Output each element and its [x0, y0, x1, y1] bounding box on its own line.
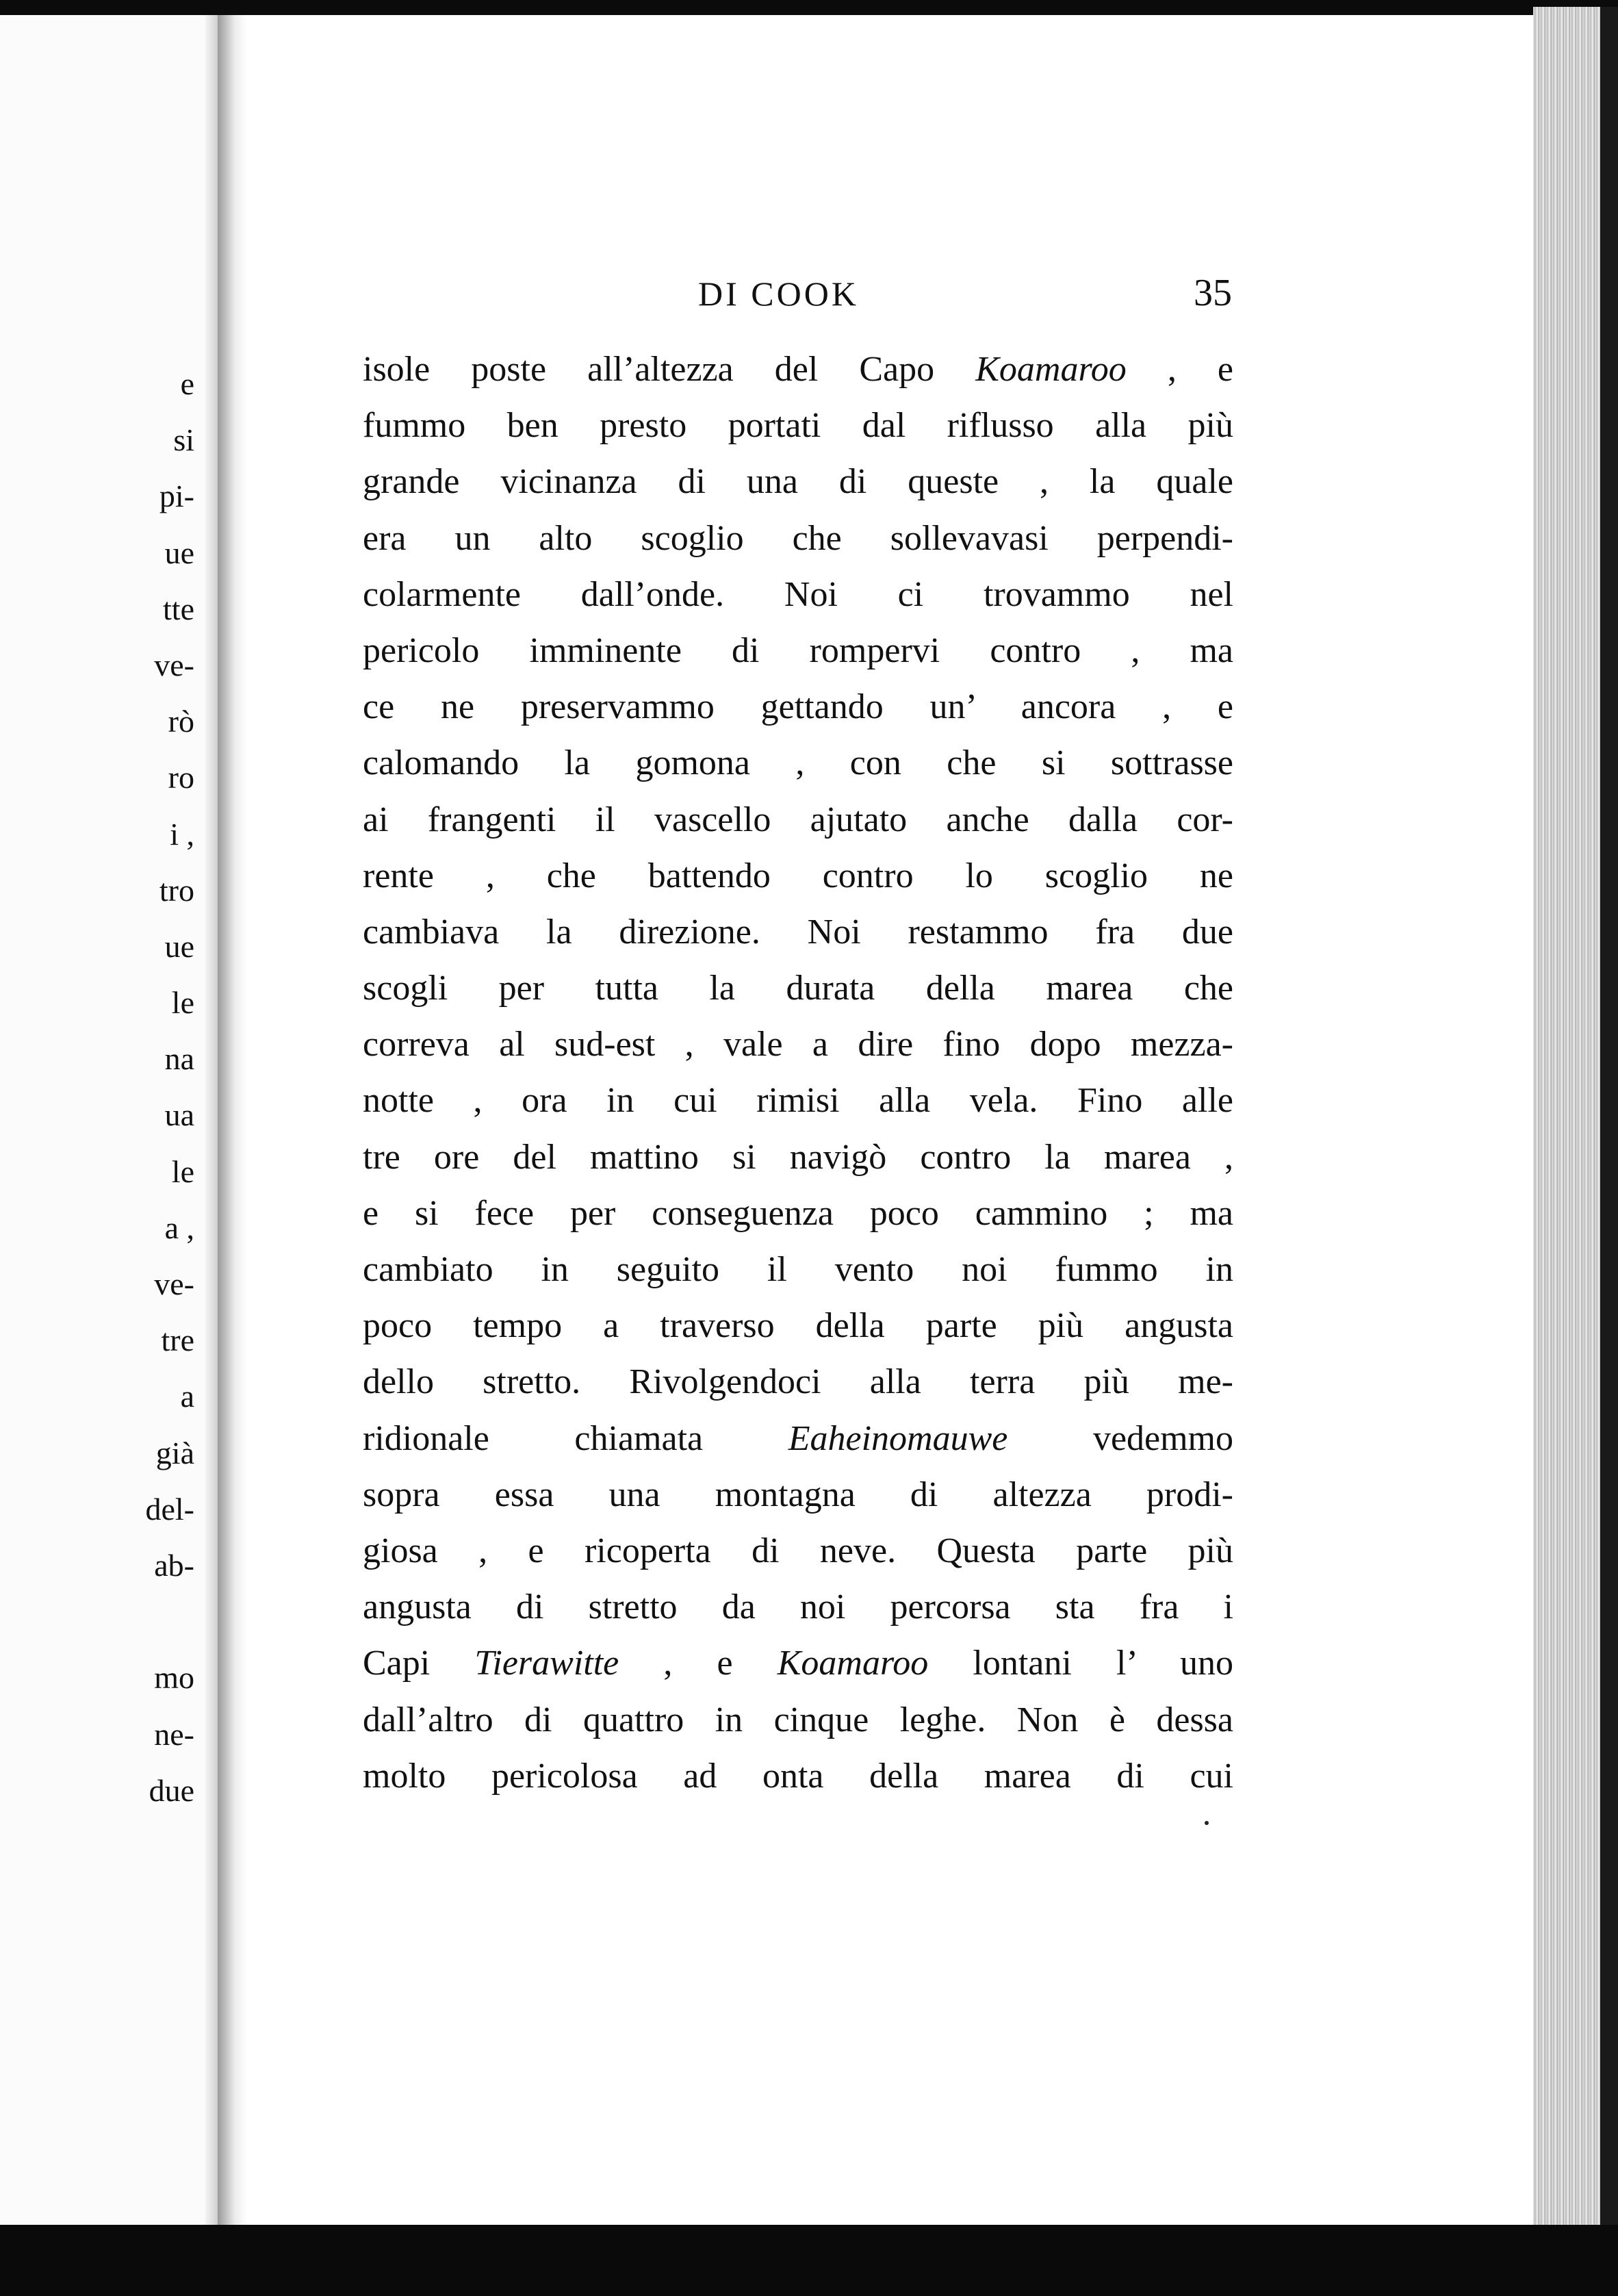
text-line	[363, 1635, 1233, 1692]
page-edges	[1533, 7, 1618, 2240]
left-line-fragment	[10, 1594, 194, 1650]
text-segment: dello stretto. Rivolgendoci alla terra più me-	[363, 1362, 1233, 1402]
text-segment: , e	[1126, 350, 1233, 389]
text-segment: vedemmo	[1007, 1418, 1233, 1458]
text-segment: sopra essa una montagna di altezza prodi-	[363, 1475, 1233, 1514]
left-line-fragment: a	[180, 1379, 194, 1414]
text-segment: e si fece per conseguenza poco cammino ; ma	[363, 1193, 1233, 1233]
text-line	[363, 1411, 1233, 1467]
text-segment: ai frangenti il vascello ajutato anche dalla cor-	[363, 800, 1233, 839]
running-head	[363, 274, 1232, 329]
text-line	[363, 848, 1233, 904]
text-segment: ce ne preservammo gettando un’ ancora , e	[363, 687, 1233, 727]
text-segment: cambiato in seguito il vento noi fummo in	[363, 1250, 1233, 1289]
text-line	[363, 398, 1233, 454]
italic-name: Eaheinomauwe	[788, 1418, 1008, 1458]
text-segment: giosa , e ricoperta di neve. Questa parte più	[363, 1531, 1233, 1570]
left-line-fragment: tte	[163, 591, 194, 626]
text-segment: notte , ora in cui rimisi alla vela. Fino alle	[363, 1081, 1233, 1121]
left-line-fragment: ab-	[154, 1547, 194, 1583]
text-line	[363, 1692, 1233, 1748]
text-segment: , e	[619, 1644, 778, 1683]
text-segment: colarmente dall’onde. Noi ci trovammo nel	[363, 574, 1233, 614]
text-segment: tre ore del mattino si navigò contro la marea ,	[363, 1137, 1233, 1177]
book-gutter	[218, 15, 246, 2240]
left-line-fragment: ve-	[154, 647, 194, 683]
left-line-fragment: si	[173, 422, 194, 458]
text-segment: rente , che battendo contro lo scoglio ne	[363, 856, 1233, 895]
text-segment: fummo ben presto portati dal riflusso alla più	[363, 406, 1233, 446]
left-line-fragment: già	[155, 1435, 194, 1470]
left-line-fragment: e	[180, 366, 194, 401]
left-line-fragment: pi-	[159, 479, 194, 514]
text-line	[363, 735, 1233, 791]
text-segment: grande vicinanza di una di queste , la quale	[363, 462, 1233, 502]
text-segment: poco tempo a traverso della parte più angusta	[363, 1306, 1233, 1346]
text-segment: scogli per tutta la durata della marea che	[363, 969, 1233, 1008]
text-line	[363, 1523, 1233, 1579]
left-line-fragment: tre	[161, 1323, 194, 1358]
text-segment: correva al sud-est , vale a dire fino dopo mezza-	[363, 1025, 1233, 1064]
left-line-fragment: le	[171, 985, 194, 1021]
left-line-fragment: ua	[164, 1097, 194, 1133]
text-line	[363, 1073, 1233, 1129]
scan-bottom-border	[0, 2225, 1618, 2296]
italic-name: Koamaroo	[975, 350, 1127, 389]
left-line-fragment: due	[149, 1772, 194, 1808]
left-page-line-ends	[10, 356, 194, 1819]
text-segment: molto pericolosa ad onta della marea di cui	[363, 1756, 1233, 1796]
text-line	[363, 511, 1233, 567]
text-segment: angusta di stretto da noi percorsa sta fra i	[363, 1587, 1233, 1627]
text-line	[363, 904, 1233, 960]
text-segment: dall’altro di quattro in cinque leghe. Non è dessa	[363, 1700, 1233, 1739]
italic-name: Tierawitte	[474, 1644, 619, 1683]
left-line-fragment: tro	[159, 872, 194, 908]
text-line	[363, 623, 1233, 679]
text-line	[363, 792, 1233, 848]
left-page-gutter-shade	[205, 15, 218, 2240]
running-head-title: DI COOK	[698, 275, 859, 313]
cover-edge	[1600, 7, 1618, 2240]
text-line	[363, 1298, 1233, 1354]
text-line	[363, 1186, 1233, 1242]
left-facing-page	[0, 15, 222, 2240]
text-line	[363, 567, 1233, 623]
text-line	[363, 1017, 1233, 1073]
left-line-fragment: ve-	[154, 1266, 194, 1301]
left-line-fragment: del-	[145, 1491, 194, 1527]
text-line	[363, 454, 1233, 510]
text-segment: pericolo imminente di rompervi contro , ma	[363, 630, 1233, 670]
body-text	[363, 342, 1233, 1804]
text-line	[363, 1467, 1233, 1523]
text-segment: cambiava la direzione. Noi restammo fra due	[363, 912, 1233, 952]
text-line	[363, 960, 1233, 1017]
left-line-fragment: a ,	[164, 1210, 194, 1245]
text-segment: calomando la gomona , con che si sottrasse	[363, 743, 1233, 783]
text-segment: lontani l’ uno	[928, 1644, 1233, 1683]
text-line	[363, 1354, 1233, 1410]
left-line-fragment: mo	[154, 1660, 194, 1696]
text-segment: ridionale chiamata	[363, 1418, 788, 1458]
dust-speck	[1205, 1821, 1209, 1825]
text-line	[363, 342, 1233, 398]
text-line	[363, 1130, 1233, 1186]
left-line-fragment: ro	[168, 760, 194, 795]
text-line	[363, 1579, 1233, 1635]
text-line	[363, 1748, 1233, 1804]
italic-name: Koamaroo	[777, 1644, 929, 1683]
left-line-fragment: i ,	[170, 816, 194, 852]
left-line-fragment: ne-	[154, 1716, 194, 1752]
text-segment: isole poste all’altezza del Capo	[363, 350, 976, 389]
left-line-fragment: ue	[164, 928, 194, 964]
page-number: 35	[1194, 272, 1232, 314]
text-segment: Capi	[363, 1644, 475, 1683]
text-segment: era un alto scoglio che sollevavasi perpendi-	[363, 518, 1233, 558]
left-line-fragment: ue	[164, 535, 194, 570]
left-line-fragment: le	[171, 1153, 194, 1189]
text-line	[363, 1242, 1233, 1298]
left-line-fragment: rò	[168, 704, 194, 739]
text-line	[363, 679, 1233, 735]
left-line-fragment: na	[164, 1041, 194, 1077]
